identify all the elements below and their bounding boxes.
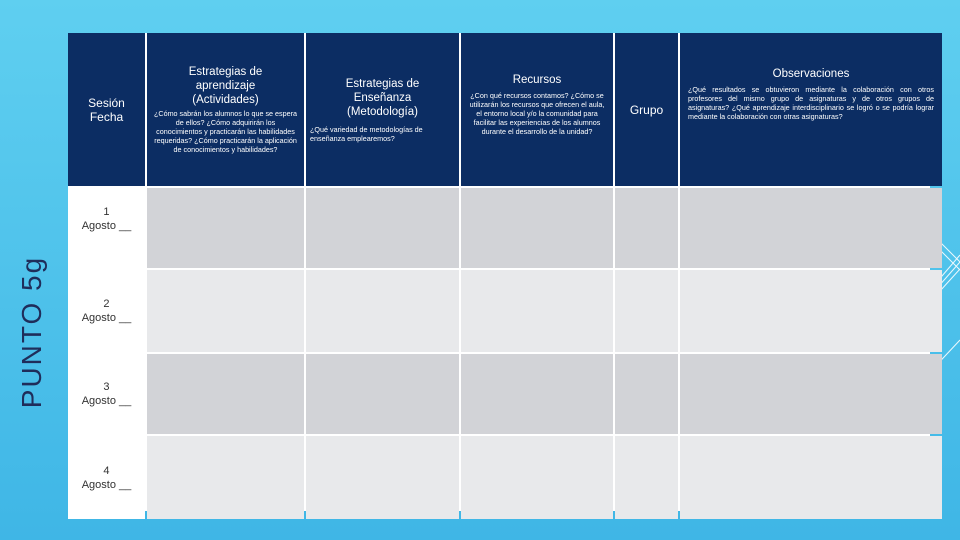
header-group-title: Grupo [629,102,664,117]
table-cell[interactable] [147,270,304,352]
table-cell[interactable] [306,436,459,519]
header-observations-desc: ¿Qué resultados se obtuvieron mediante la colaboración con otros profesores del mismo grupo de asignaturas y de otros grupos de asignaturas? ¿Qué aprendizaje interdisciplinario se logró o se podría lograr mediante la colaboración con otras asignaturas? [688,85,934,121]
planning-table [68,33,934,511]
table-cell[interactable] [306,270,459,352]
header-resources-desc: ¿Con qué recursos contamos? ¿Cómo se utilizarán los recursos que ofrecen el aula, el entorno local y/o la comunidad para facilitar las experiencias de los alumnos durante el desarrollo de la unidad? [469,91,605,136]
table-cell[interactable] [615,436,678,519]
header-activities-title: Estrategias de aprendizaje (Actividades) [188,66,263,106]
table-cell[interactable] [680,270,942,352]
table-cell[interactable] [615,188,678,268]
table-cell[interactable] [461,354,613,434]
row-label [68,270,145,352]
header-methodology-title: Estrategias de Enseñanza (Metodología) [345,77,420,118]
header-methodology [306,33,459,186]
table-cell[interactable] [680,188,942,268]
row-label [68,354,145,434]
header-activities-desc: ¿Cómo sabrán los alumnos lo que se espera de ellos? ¿Cómo adquirirán los conocimientos y practicarán las habilidades requeridas? ¿Cómo practicarán la aplicación de conocimientos y habilidades? [153,109,298,154]
row-label-text: 4 Agosto __ [81,464,132,491]
table-cell[interactable] [147,354,304,434]
row-label-text: 1 Agosto __ [81,206,132,232]
header-resources [461,33,613,186]
header-methodology-desc: ¿Qué variedad de metodologías de enseñanza emplearemos? [310,124,423,143]
table-cell[interactable] [461,188,613,268]
row-label-text: 2 Agosto __ [81,298,132,324]
row-label [68,436,145,519]
table-cell[interactable] [461,270,613,352]
table-cell[interactable] [680,354,942,434]
table-cell[interactable] [147,188,304,268]
table-cell[interactable] [615,354,678,434]
header-observations [680,33,942,186]
table-cell[interactable] [680,436,942,519]
row-label-text: 3 Agosto __ [81,381,132,407]
header-activities [147,33,304,186]
header-session [68,33,145,186]
table-cell[interactable] [306,188,459,268]
side-title: PUNTO 5g [16,255,47,409]
header-group [615,33,678,186]
table-cell[interactable] [306,354,459,434]
table-cell[interactable] [461,436,613,519]
header-session-title: Sesión Fecha [88,95,125,124]
table-cell[interactable] [615,270,678,352]
header-observations-title: Observaciones [772,68,850,80]
header-resources-title: Recursos [512,74,562,86]
row-label [68,188,145,268]
table-cell[interactable] [147,436,304,519]
